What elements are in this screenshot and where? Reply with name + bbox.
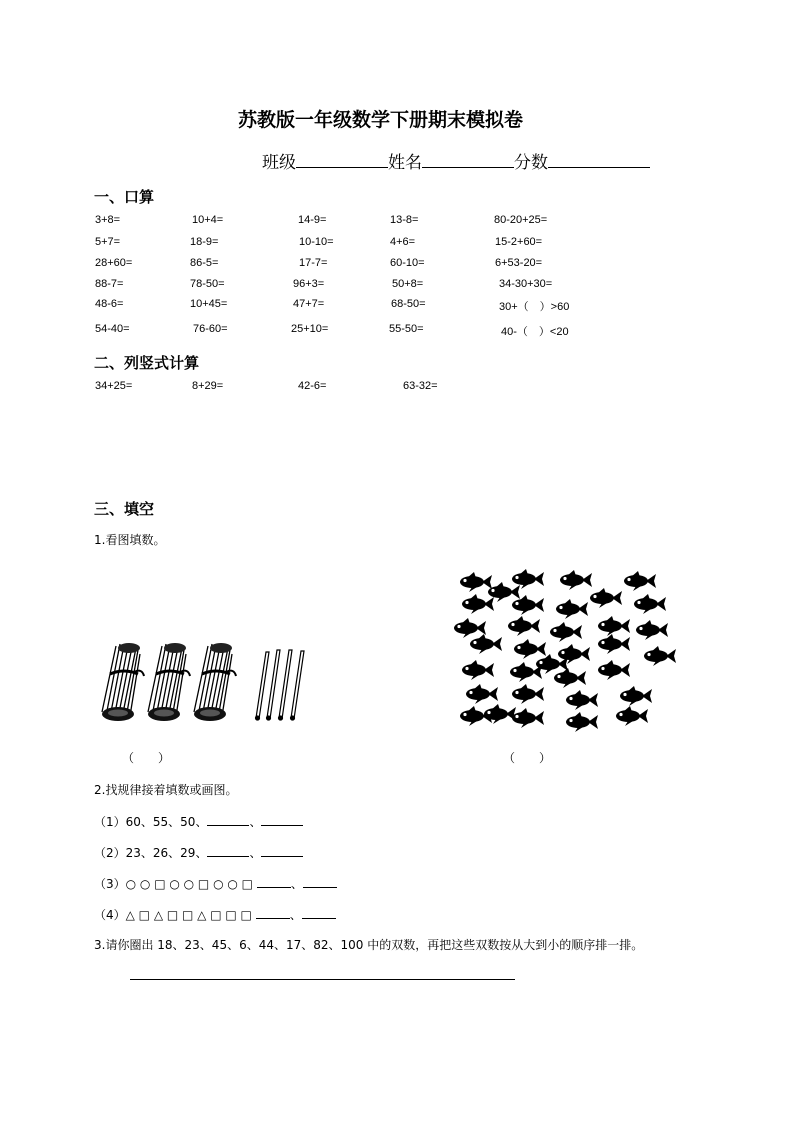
class-field[interactable] xyxy=(296,150,388,168)
oral-item: 25+10= xyxy=(291,323,329,335)
pattern-sep: 、 xyxy=(289,908,302,922)
oral-item: 5+7= xyxy=(95,236,121,248)
oral-item: 48-6= xyxy=(95,298,124,310)
stick-bundle-icon xyxy=(102,643,144,721)
oral-item: 88-7= xyxy=(95,278,124,290)
oral-item: 28+60= xyxy=(95,257,133,269)
oral-item: 15-2+60= xyxy=(495,236,543,248)
stick-bundles-illustration xyxy=(96,638,316,724)
sticks-answer-blank[interactable]: （ ） xyxy=(122,751,171,765)
vertical-item: 42-6= xyxy=(298,380,327,392)
oral-item: 96+3= xyxy=(293,278,325,290)
section-vertical-heading: 二、列竖式计算 xyxy=(94,354,200,372)
oral-item: 34-30+30= xyxy=(499,278,553,290)
oral-item: 13-8= xyxy=(390,214,419,226)
page-title: 苏教版一年级数学下册期末模拟卷 xyxy=(238,109,524,131)
oral-item: 80-20+25= xyxy=(494,214,548,226)
score-field[interactable] xyxy=(548,150,650,168)
vertical-item: 63-32= xyxy=(403,380,438,392)
pattern-line-4 xyxy=(94,906,336,923)
oral-item: 40-（ ）<20 xyxy=(501,326,569,338)
pattern-blank[interactable] xyxy=(256,908,290,919)
fish-answer-blank[interactable]: （ ） xyxy=(503,751,552,765)
pattern-prefix: （1）60、55、50、 xyxy=(94,815,208,829)
pattern-blank[interactable] xyxy=(257,877,291,888)
oral-item: 68-50= xyxy=(391,298,426,310)
stick-bundle-icon xyxy=(148,643,190,721)
oral-item: 18-9= xyxy=(190,236,219,248)
oral-item: 60-10= xyxy=(390,257,425,269)
score-label: 分数 xyxy=(514,153,548,173)
section-oral-heading: 一、口算 xyxy=(94,188,155,206)
oral-item: 17-7= xyxy=(299,257,328,269)
oral-item: 76-60= xyxy=(193,323,228,335)
fish-icons xyxy=(454,569,676,732)
oral-item: 3+8= xyxy=(95,214,121,226)
pattern-line-3 xyxy=(94,875,337,892)
question-1-text: 1.看图填数。 xyxy=(94,533,166,547)
class-label: 班级 xyxy=(262,153,296,173)
pattern-blank[interactable] xyxy=(207,815,249,826)
pattern-sep: 、 xyxy=(290,877,303,891)
name-label: 姓名 xyxy=(388,153,422,173)
name-field[interactable] xyxy=(422,150,514,168)
oral-item: 10-10= xyxy=(299,236,334,248)
vertical-item: 8+29= xyxy=(192,380,224,392)
oral-item: 10+4= xyxy=(192,214,224,226)
section-fill-heading: 三、填空 xyxy=(94,500,155,518)
answer-line[interactable] xyxy=(130,979,515,980)
pattern-line-2 xyxy=(94,844,303,861)
oral-item: 6+53-20= xyxy=(495,257,543,269)
question-2-text: 2.找规律接着填数或画图。 xyxy=(94,783,238,797)
oral-item: 30+（ ）>60 xyxy=(499,301,570,313)
pattern-blank[interactable] xyxy=(261,846,303,857)
pattern-sep: 、 xyxy=(249,815,262,829)
pattern-line-1 xyxy=(94,813,303,830)
single-sticks-icon xyxy=(256,650,305,720)
pattern-blank[interactable] xyxy=(261,815,303,826)
pattern-prefix: （3）○ ○ □ ○ ○ □ ○ ○ □ xyxy=(94,877,257,891)
fish-group-illustration xyxy=(446,566,686,734)
pattern-prefix: （4）△ □ △ □ □ △ □ □ □ xyxy=(94,908,256,922)
vertical-item: 34+25= xyxy=(95,380,133,392)
question-3-text: 3.请你圈出 18、23、45、6、44、17、82、100 中的双数，再把这些双数按从大到小的顺序排一排。 xyxy=(94,938,644,952)
stick-bundle-icon xyxy=(194,643,236,721)
oral-item: 78-50= xyxy=(190,278,225,290)
oral-item: 47+7= xyxy=(293,298,325,310)
oral-item: 55-50= xyxy=(389,323,424,335)
pattern-sep: 、 xyxy=(249,846,262,860)
oral-item: 14-9= xyxy=(298,214,327,226)
oral-item: 86-5= xyxy=(190,257,219,269)
oral-item: 4+6= xyxy=(390,236,416,248)
oral-item: 10+45= xyxy=(190,298,228,310)
student-info-row xyxy=(262,148,650,173)
oral-item: 50+8= xyxy=(392,278,424,290)
pattern-blank[interactable] xyxy=(302,908,336,919)
pattern-prefix: （2）23、26、29、 xyxy=(94,846,208,860)
oral-item: 54-40= xyxy=(95,323,130,335)
pattern-blank[interactable] xyxy=(303,877,337,888)
pattern-blank[interactable] xyxy=(207,846,249,857)
